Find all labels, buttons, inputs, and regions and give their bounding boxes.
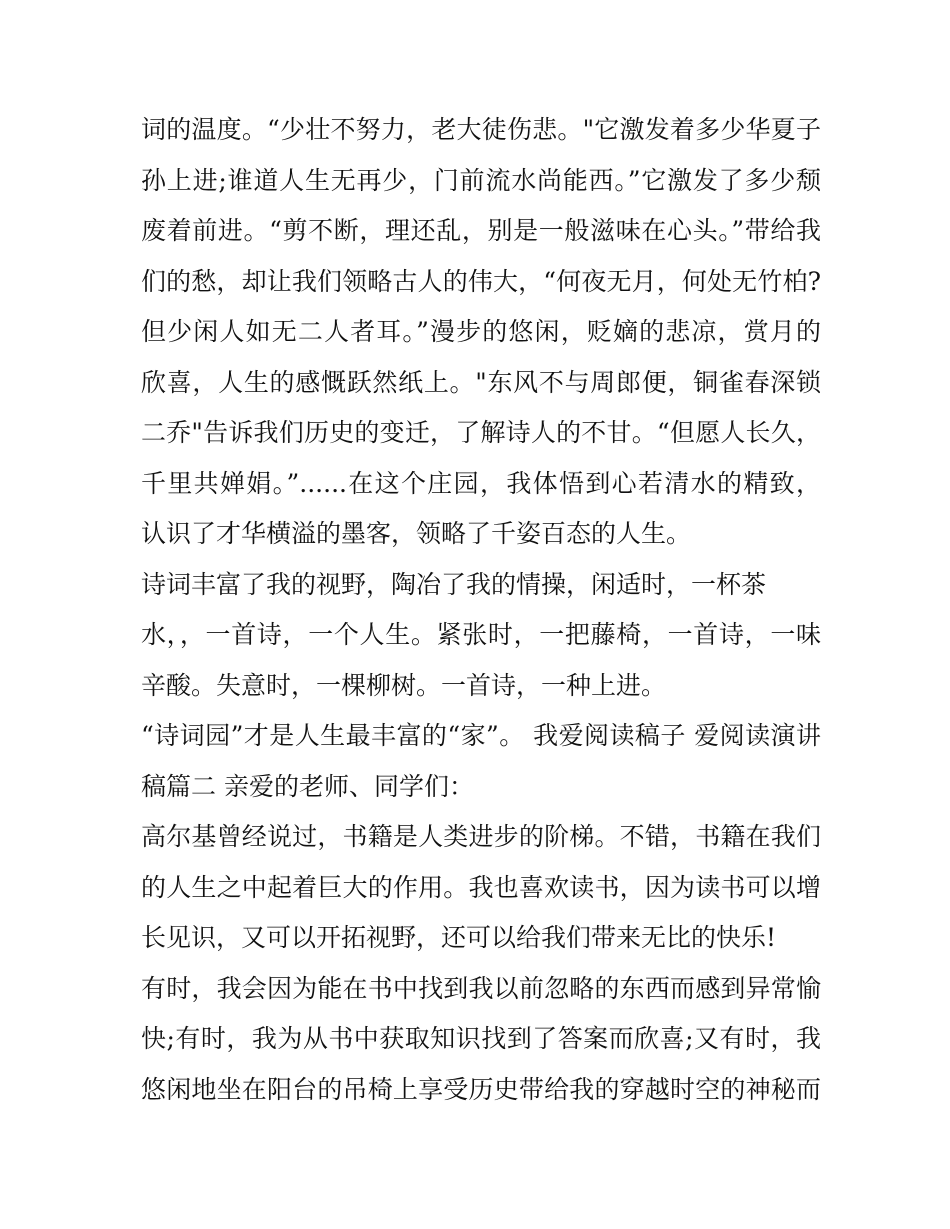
- text-line: 诗词丰富了我的视野，陶冶了我的情操，闲适时，一杯茶: [141, 570, 767, 599]
- text-line: 有时，我会因为能在书中找到我以前忽略的东西而感到异常愉: [141, 974, 821, 1003]
- text-line: 稿篇二 亲爱的老师、同学们：: [141, 772, 474, 801]
- text-line: 长见识，又可以开拓视野，还可以给我们带来无比的快乐!: [141, 923, 777, 952]
- text-line: 水，，一首诗，一个人生。紧张时，一把藤椅，一首诗，一味: [141, 620, 821, 649]
- text-line: 废着前进。“剪不断，理还乱，别是一般滋味在心头。”带给我: [141, 216, 821, 245]
- text-line: 欣喜，人生的感慨跃然纸上。"东风不与周郎便，铜雀春深锁: [141, 368, 821, 397]
- text-line: 词的温度。“少壮不努力，老大徒伤悲。"它激发着多少华夏子: [141, 115, 821, 144]
- text-line: 辛酸。失意时，一棵柳树。一首诗，一种上进。: [141, 671, 667, 700]
- text-line: 千里共婵娟。”......在这个庄园，我体悟到心若清水的精致，: [141, 469, 821, 498]
- text-line: 孙上进;谁道人生无再少，门前流水尚能西。”它激发了多少颓: [141, 166, 821, 195]
- text-line: 们的愁，却让我们领略古人的伟大，“何夜无月，何处无竹柏?: [141, 267, 821, 296]
- text-line: “诗词园”才是人生最丰富的“家”。 我爱阅读稿子 爱阅读演讲: [141, 721, 821, 750]
- text-line: 二乔"告诉我们历史的变迁，了解诗人的不甘。“但愿人长久，: [141, 418, 821, 447]
- text-line: 高尔基曾经说过，书籍是人类进步的阶梯。不错，书籍在我们: [141, 822, 821, 851]
- text-line: 的人生之中起着巨大的作用。我也喜欢读书，因为读书可以增: [141, 873, 821, 902]
- text-line: 认识了才华横溢的墨客，领略了千姿百态的人生。: [141, 519, 692, 548]
- text-line: 但少闲人如无二人者耳。”漫步的悠闲，贬嫡的悲凉，赏月的: [141, 317, 821, 346]
- text-line: 快;有时，我为从书中获取知识找到了答案而欣喜;又有时，我: [141, 1024, 821, 1053]
- text-line: 悠闲地坐在阳台的吊椅上享受历史带给我的穿越时空的神秘而: [141, 1075, 821, 1104]
